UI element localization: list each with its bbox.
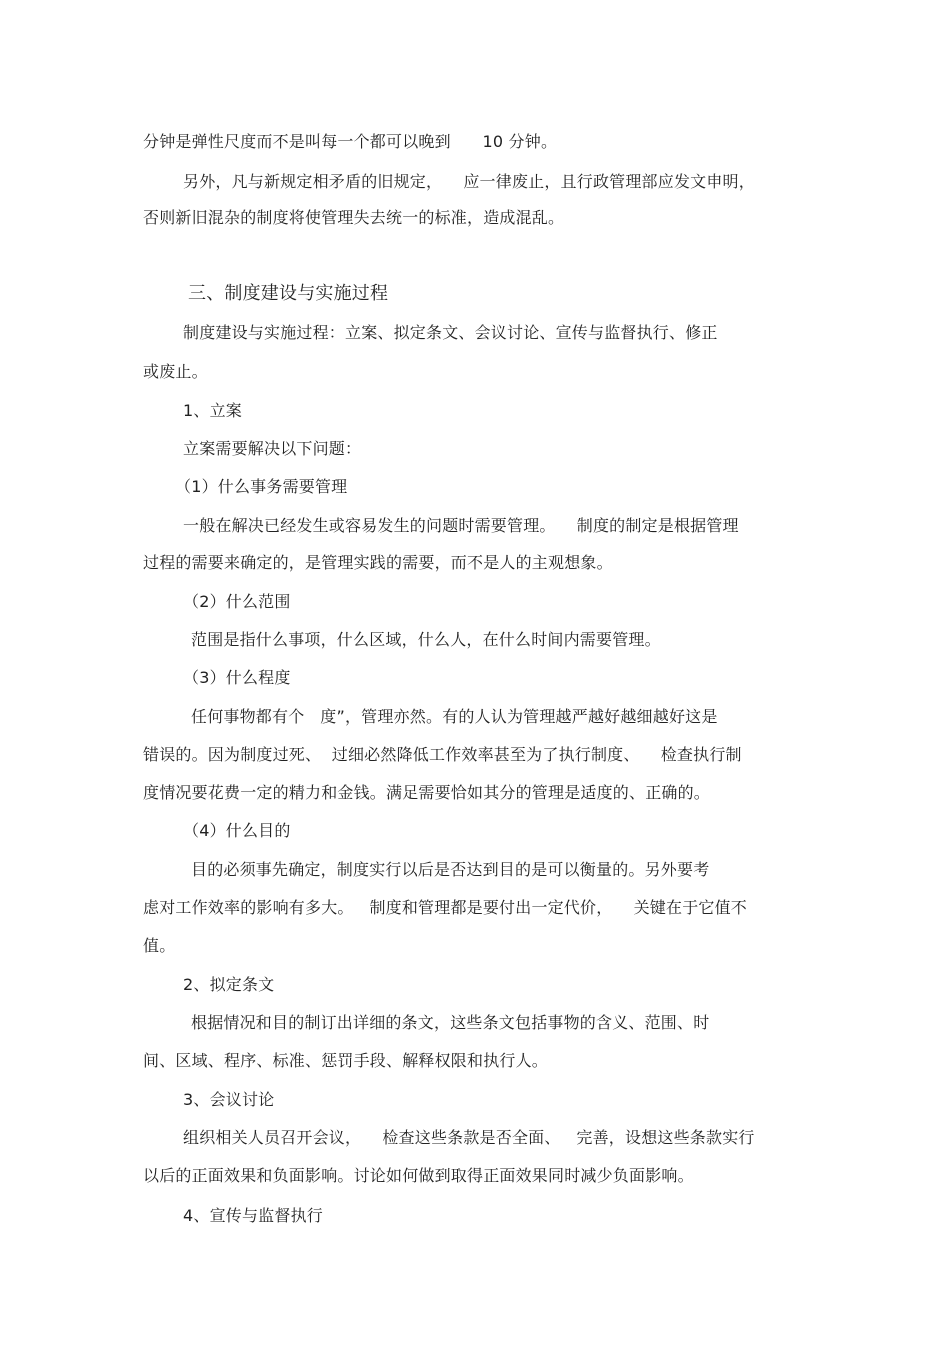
text-line: 立案需要解决以下问题：	[183, 439, 362, 458]
text-line: 一般在解决已经发生或容易发生的问题时需要管理。 制度的制定是根据管理	[183, 516, 739, 535]
text-line: 组织相关人员召开会议， 检查这些条款是否全面、 完善，设想这些条款实行	[183, 1128, 755, 1147]
list-item-heading: （4）什么目的	[183, 821, 291, 840]
text-line: 错误的。因为制度过死、 过细必然降低工作效率甚至为了执行制度、 检查执行制	[143, 745, 742, 764]
text-line: 根据情况和目的制订出详细的条文，这些条文包括事物的含义、范围、时	[191, 1013, 710, 1032]
text-line: 目的必须事先确定，制度实行以后是否达到目的是可以衡量的。另外要考	[191, 860, 710, 879]
text-line: 度情况要花费一定的精力和金钱。满足需要恰如其分的管理是适度的、正确的。	[143, 783, 711, 802]
list-item-heading: （1）什么事务需要管理	[175, 477, 348, 496]
list-item-heading: （3）什么程度	[183, 668, 291, 687]
list-item-heading: （2）什么范围	[183, 592, 291, 611]
text-line: 或废止。	[143, 362, 208, 381]
text-line: 任何事物都有个 度”，管理亦然。有的人认为管理越严越好越细越好这是	[191, 707, 718, 726]
text-line: 值。	[143, 936, 176, 955]
subheading: 1、立案	[183, 401, 242, 420]
subheading: 2、拟定条文	[183, 975, 275, 994]
text-line: 间、区域、程序、标准、惩罚手段、解释权限和执行人。	[143, 1051, 549, 1070]
text-line: 虑对工作效率的影响有多大。 制度和管理都是要付出一定代价， 关键在于它值不	[143, 898, 748, 917]
section-heading: 三、制度建设与实施过程	[188, 283, 389, 304]
text-line: 范围是指什么事项，什么区域，什么人，在什么时间内需要管理。	[191, 630, 661, 649]
text-line: 制度建设与实施过程：立案、拟定条文、会议讨论、宣传与监督执行、修正	[183, 323, 718, 342]
text-line: 过程的需要来确定的，是管理实践的需要，而不是人的主观想象。	[143, 553, 613, 572]
text-line: 分钟是弹性尺度而不是叫每一个都可以晚到 10 分钟。	[143, 132, 558, 151]
subheading: 3、会议讨论	[183, 1090, 275, 1109]
text-line: 以后的正面效果和负面影响。讨论如何做到取得正面效果同时减少负面影响。	[143, 1166, 694, 1185]
text-line: 否则新旧混杂的制度将使管理失去统一的标准，造成混乱。	[143, 208, 565, 227]
subheading: 4、宣传与监督执行	[183, 1206, 323, 1225]
text-line: 另外，凡与新规定相矛盾的旧规定， 应一律废止，且行政管理部应发文申明，	[183, 172, 755, 191]
